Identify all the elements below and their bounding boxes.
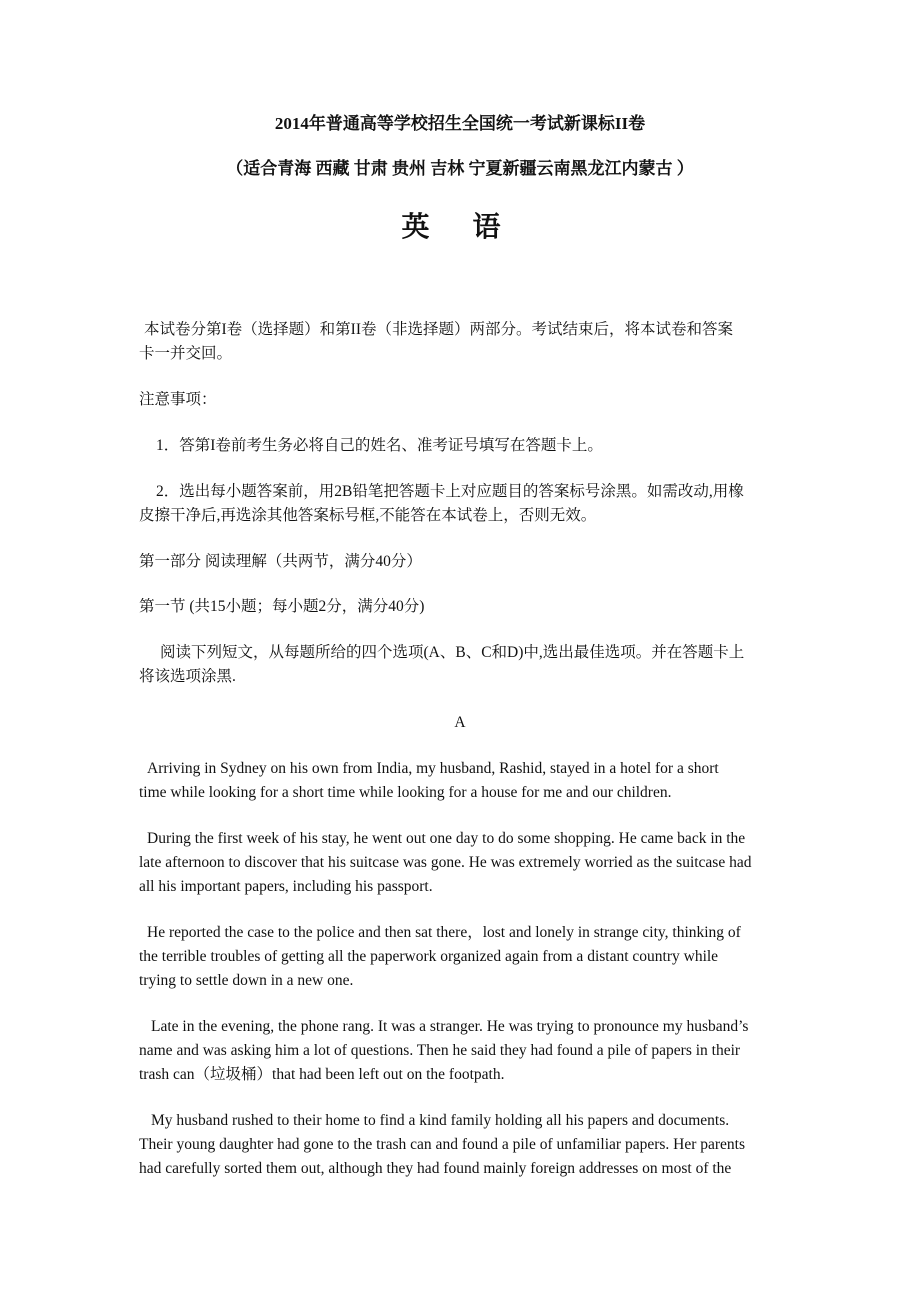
note-item-1: 1．答第I卷前考生务必将自己的姓名、准考证号填写在答题卡上。 xyxy=(156,437,603,454)
passage-paragraph xyxy=(139,921,789,993)
text-line: He reported the case to the police and then sat there，lost and lonely in strange city, thinking of xyxy=(147,924,741,941)
passage-label: A xyxy=(454,714,466,731)
intro-paragraph xyxy=(139,318,789,366)
section1-heading: 第一节 (共15小题；每小题2分，满分40分) xyxy=(139,598,425,615)
text-line: had carefully sorted them out, although they had found mainly foreign addresses on most of the xyxy=(139,1160,732,1177)
text-line: During the first week of his stay, he went out one day to do some shopping. He came back in the xyxy=(147,830,746,847)
text-line: all his important papers, including his passport. xyxy=(139,878,433,895)
text-line: 卡一并交回。 xyxy=(139,345,233,362)
text-line: late afternoon to discover that his suitcase was gone. He was extremely worried as the suitcase had xyxy=(139,854,752,871)
text-line: the terrible troubles of getting all the paperwork organized again from a distant country while xyxy=(139,948,719,965)
text-line: trash can（垃圾桶）that had been left out on the footpath. xyxy=(139,1066,505,1083)
text-line: 阅读下列短文，从每题所给的四个选项(A、B、C和D)中,选出最佳选项。并在答题卡上 xyxy=(160,644,745,661)
text-line: Arriving in Sydney on his own from India, my husband, Rashid, stayed in a hotel for a short xyxy=(147,760,719,777)
text-line: time while looking for a short time while looking for a house for me and our children. xyxy=(139,784,672,801)
text-line: Late in the evening, the phone rang. It was a stranger. He was trying to pronounce my husband’s xyxy=(151,1018,749,1035)
part1-heading: 第一部分 阅读理解（共两节，满分40分） xyxy=(139,553,422,570)
text-line: 将该选项涂黑. xyxy=(139,668,236,685)
document-subtitle: （适合青海 西藏 甘肃 贵州 吉林 宁夏新疆云南黑龙江内蒙古 ） xyxy=(226,159,694,178)
text-line: 2．选出每小题答案前，用2B铅笔把答题卡上对应题目的答案标号涂黑。如需改动,用橡 xyxy=(156,483,744,500)
text-line: 皮擦干净后,再选涂其他答案标号框,不能答在本试卷上，否则无效。 xyxy=(139,507,597,524)
text-line: My husband rushed to their home to find a kind family holding all his papers and documents. xyxy=(151,1112,730,1129)
document-title: 2014年普通高等学校招生全国统一考试新课标II卷 xyxy=(274,114,646,133)
passage-paragraph xyxy=(139,757,789,805)
notes-heading: 注意事项： xyxy=(139,391,217,408)
passage-paragraph xyxy=(139,1109,789,1181)
subject-heading: 英 语 xyxy=(401,212,519,243)
text-line: Their young daughter had gone to the trash can and found a pile of unfamiliar papers. Her parents xyxy=(139,1136,746,1153)
text-line: 本试卷分第I卷（选择题）和第II卷（非选择题）两部分。考试结束后，将本试卷和答案 xyxy=(144,321,733,338)
passage-paragraph xyxy=(139,1015,789,1087)
instructions xyxy=(139,641,789,689)
text-line: trying to settle down in a new one. xyxy=(139,972,354,989)
text-line: name and was asking him a lot of questions. Then he said they had found a pile of papers in their xyxy=(139,1042,741,1059)
passage-paragraph xyxy=(139,827,789,899)
note-item-2 xyxy=(139,480,789,528)
